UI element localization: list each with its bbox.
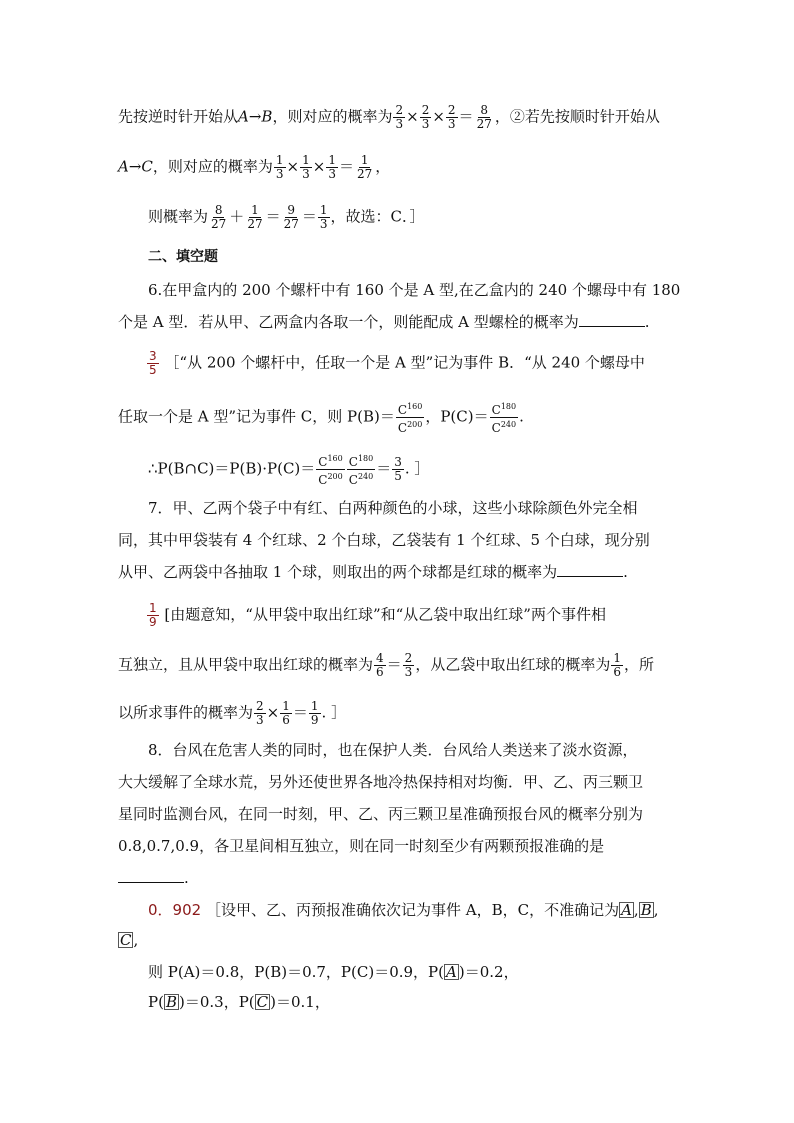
answer-blank bbox=[579, 312, 645, 327]
combination-fraction: $\frac{C^{160}}{C^{200}}$ bbox=[318, 454, 343, 487]
q8-line-3: 星同时监测台风，在同一时刻，甲、乙、丙三颗卫星准确预报台风的概率分别为 bbox=[118, 805, 644, 823]
q8-line-1: 8．台风在危害人类的同时，也在保护人类．台风给人类送来了淡水资源， bbox=[148, 741, 638, 759]
q6-solution-line-1: $\frac{3}{5}$ ［“从 200 个螺杆中，任取一个是 A 型”记为事件 B．“从 240 个螺母中 bbox=[149, 349, 645, 377]
fraction: $\frac{1}{9}$ bbox=[310, 699, 319, 727]
combination-fraction: $\frac{C^{160}}{C^{200}}$ bbox=[397, 402, 423, 435]
q7-solution-line-2: 互独立，且从甲袋中取出红球的概率为 $\frac{4}{6}$ ＝ $\frac{2}{3}$ ，从乙袋中取出红球的概率为 $\frac{1}{6}$ ，所 bbox=[118, 651, 654, 679]
fraction: $\frac{2}{3}$ bbox=[447, 103, 456, 131]
combination-fraction: $\frac{C^{180}}{C^{240}}$ bbox=[491, 402, 517, 435]
q8-solution-line-3: 则 P(A)＝0.8，P(B)＝0.7，P(C)＝0.9，P( A )＝0.2， bbox=[148, 963, 519, 981]
answer-blank bbox=[557, 562, 623, 577]
q8-solution-line-1: 0．902 ［设甲、乙、丙预报准确依次记为事件 A，B，C，不准确记为 A , B , bbox=[148, 901, 659, 919]
q8-line-4: 0.8,0.7,0.9，各卫星间相互独立，则在同一时刻至少有两颗预报准确的是 bbox=[118, 837, 605, 855]
fraction: $\frac{1}{3}$ bbox=[275, 153, 284, 181]
text: ，则对应的概率为 bbox=[152, 157, 273, 176]
text: A→C bbox=[118, 157, 153, 176]
q6-solution-line-3: ∴P(B∩C)＝P(B)·P(C)＝ $\frac{C^{160}}{C^{200}}$ $\frac{C^{180}}{C^{240}}$ ＝ $\frac{3}{5}$ . ］ bbox=[148, 454, 430, 487]
fraction: $\frac{1}{3}$ bbox=[302, 153, 310, 181]
fraction: $\frac{3}{5}$ bbox=[394, 455, 402, 483]
fraction: $\frac{2}{3}$ bbox=[404, 651, 413, 679]
text: ，则对应的概率为 bbox=[272, 107, 393, 126]
q6-line-1: 6.在甲盒内的 200 个螺杆中有 160 个是 A 型,在乙盒内的 240 个螺母中有 180 bbox=[148, 281, 681, 299]
q6-line-2: 个是 A 型．若从甲、乙两盒内各取一个，则能配成 A 型螺栓的概率为 . bbox=[118, 313, 650, 331]
complement-symbol: A bbox=[621, 901, 632, 919]
q7-line-3: 从甲、乙两袋中各抽取 1 个球，则取出的两个球都是红球的概率为 . bbox=[118, 563, 628, 581]
fraction: $\frac{2}{3}$ bbox=[256, 699, 264, 727]
fraction: $\frac{1}{3}$ bbox=[319, 203, 328, 231]
fraction: $\frac{1}{6}$ bbox=[282, 699, 290, 727]
text: ，②若先按顺时针开始从 bbox=[494, 107, 660, 126]
solution-line-1: 先按逆时针开始从A→B，则对应的概率为 $\frac{2}{3}$ × $\frac{2}{3}$ × $\frac{2}{3}$ ＝ $\frac{8}{27}$ ，②若先按顺时针开始从 bbox=[118, 103, 660, 131]
fraction: $\frac{2}{3}$ bbox=[421, 103, 430, 131]
q6-solution-line-2: 任取一个是 A 型”记为事件 C，则 P(B)＝ $\frac{C^{160}}{C^{200}}$ ，P(C)＝ $\frac{C^{180}}{C^{240}}$ . bbox=[118, 402, 524, 435]
q7-line-1: 7．甲、乙两个袋子中有红、白两种颜色的小球，这些小球除颜色外完全相 bbox=[148, 499, 638, 517]
section-heading: 二、填空题 bbox=[148, 249, 218, 265]
q8-line-2: 大大缓解了全球水荒，另外还使世界各地冷热保持相对均衡．甲、乙、丙三颗卫 bbox=[118, 773, 644, 791]
solution-line-2: A→C，则对应的概率为 $\frac{1}{3}$ × $\frac{1}{3}$ × $\frac{1}{3}$ ＝ $\frac{1}{27}$ ， bbox=[118, 153, 391, 181]
fraction: $\frac{8}{27}$ bbox=[211, 203, 227, 231]
fraction: $\frac{1}{27}$ bbox=[357, 153, 373, 181]
text: ，故选：C．］ bbox=[330, 207, 425, 226]
q7-solution-line-1: $\frac{1}{9}$ [由题意知，“从甲袋中取出红球”和“从乙袋中取出红球”两个事件相 bbox=[149, 601, 606, 629]
fraction: $\frac{4}{6}$ bbox=[376, 651, 384, 679]
q8-line-5: . bbox=[118, 868, 189, 888]
complement-symbol: B bbox=[165, 993, 177, 1011]
q8-solution-line-4: P( B )＝0.3，P( C )＝0.1， bbox=[148, 993, 330, 1011]
complement-symbol: C bbox=[256, 993, 269, 1011]
complement-symbol: A bbox=[446, 963, 457, 981]
answer-blank bbox=[118, 868, 184, 883]
q8-solution-line-2: C , bbox=[120, 931, 139, 949]
q7-solution-line-3: 以所求事件的概率为 $\frac{2}{3}$ × $\frac{1}{6}$ ＝ $\frac{1}{9}$ . ］ bbox=[118, 699, 347, 727]
solution-line-3: 则概率为 $\frac{8}{27}$ ＋ $\frac{1}{27}$ ＝ $\frac{9}{27}$ ＝ $\frac{1}{3}$ ，故选：C．］ bbox=[148, 203, 425, 231]
answer-fraction: $\frac{3}{5}$ bbox=[149, 349, 157, 377]
combination-fraction: $\frac{C^{180}}{C^{240}}$ bbox=[348, 454, 374, 487]
complement-symbol: B bbox=[640, 901, 652, 919]
answer-value: 0．902 bbox=[148, 901, 202, 919]
fraction: $\frac{1}{27}$ bbox=[247, 203, 263, 231]
text: A→B bbox=[238, 107, 273, 126]
text: 先按逆时针开始从 bbox=[118, 107, 239, 126]
fraction: $\frac{9}{27}$ bbox=[283, 203, 299, 231]
fraction: $\frac{1}{3}$ bbox=[328, 153, 336, 181]
fraction: $\frac{2}{3}$ bbox=[395, 103, 404, 131]
complement-symbol: C bbox=[120, 931, 132, 949]
text: 则概率为 bbox=[148, 207, 209, 226]
fraction: $\frac{1}{6}$ bbox=[613, 651, 621, 679]
answer-fraction: $\frac{1}{9}$ bbox=[149, 601, 157, 629]
fraction: $\frac{8}{27}$ bbox=[476, 103, 492, 131]
q7-line-2: 同，其中甲袋装有 4 个红球、2 个白球，乙袋装有 1 个红球、5 个白球，现分别 bbox=[118, 531, 650, 549]
